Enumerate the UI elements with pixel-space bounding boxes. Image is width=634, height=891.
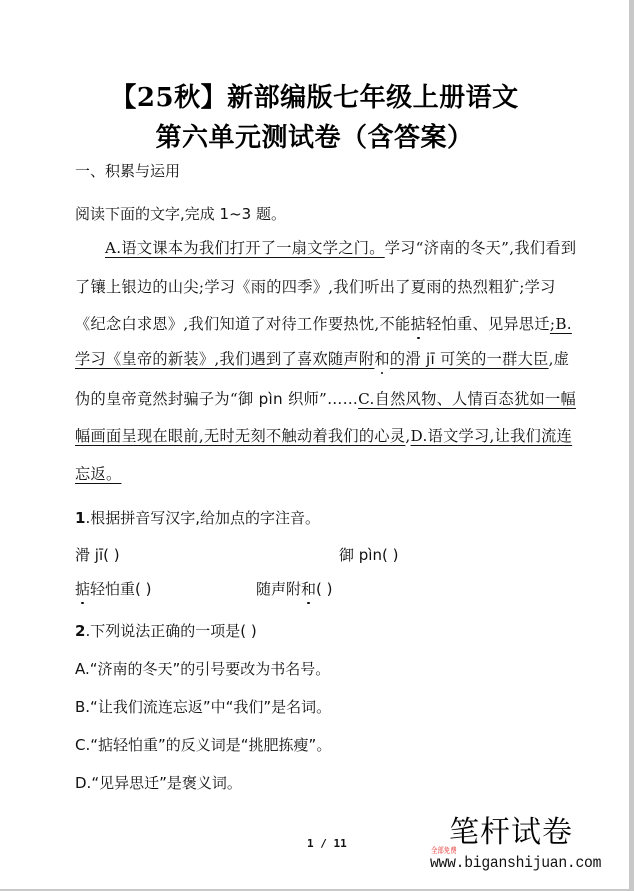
question-1 bbox=[75, 507, 320, 528]
watermark-free-label: 全部免费 bbox=[431, 846, 457, 855]
passage-sentence-a: A.语文课本为我们打开了一扇文学之门。 bbox=[105, 239, 385, 257]
q2-option-a[interactable]: A.“济南的冬天”的引号要改为书名号。 bbox=[75, 660, 331, 678]
emphasis-dot-char: 和 bbox=[301, 580, 317, 598]
q2-option-c[interactable]: C.“掂轻怕重”的反义词是“挑肥拣瘦”。 bbox=[75, 736, 332, 754]
item-pinyin: jī bbox=[94, 546, 104, 564]
answer-blank[interactable]: ( ) bbox=[103, 546, 120, 564]
page-indicator: 1 / 11 bbox=[307, 837, 347, 850]
passage-sentence-d: 忘返。 bbox=[75, 465, 122, 483]
passage-sentence-b-start: ;B. bbox=[549, 315, 572, 333]
emphasis-dot-char: 掂 bbox=[75, 580, 91, 598]
passage-text: 的滑 bbox=[389, 350, 426, 368]
passage-line-1 bbox=[105, 237, 591, 258]
passage-text: 伪的皇帝竟然封骗子为“御 bbox=[75, 390, 259, 408]
reading-instruction: 阅读下面的文字,完成 1~3 题。 bbox=[75, 205, 286, 223]
q1-item-yu-pin bbox=[339, 544, 398, 565]
passage-line-4 bbox=[75, 348, 570, 369]
passage-sentence-b bbox=[75, 350, 549, 368]
q1-item-sui-sheng-fu-he bbox=[256, 578, 333, 599]
passage-text: 织师”…… bbox=[282, 390, 359, 408]
item-prefix: 御 bbox=[339, 546, 359, 564]
passage-text: 轻怕重、见异思迁 bbox=[426, 315, 550, 333]
answer-blank[interactable]: 轻怕重( ) bbox=[90, 580, 152, 598]
passage-line-6 bbox=[75, 425, 573, 446]
passage-text: , bbox=[405, 427, 411, 445]
answer-blank[interactable]: ( ) bbox=[381, 546, 399, 564]
question-text: .下列说法正确的一项是( ) bbox=[85, 622, 257, 640]
document-title-line-1: 【25秋】新部编版七年级上册语文 bbox=[110, 83, 519, 113]
q2-option-d[interactable]: D.“见异思迁”是褒义词。 bbox=[75, 774, 242, 792]
item-prefix: 随声附 bbox=[256, 580, 302, 598]
passage-line-3 bbox=[75, 313, 572, 334]
passage-text: 了镶上银边的山尖;学习《雨的四季》,我们听出了夏雨的热烈粗犷;学习 bbox=[75, 278, 556, 296]
passage-sentence-c-start: C.自然风物、人情百态犹如一幅 bbox=[358, 390, 576, 408]
passage-sentence-d-start: D.语文学习,让我们流连 bbox=[410, 427, 573, 445]
pinyin-ji: jī bbox=[426, 350, 436, 368]
question-text: .根据拼音写汉字,给加点的字注音。 bbox=[85, 509, 320, 527]
section-heading: 一、积累与运用 bbox=[75, 162, 181, 180]
q1-item-dian-qing-pa-zhong bbox=[75, 578, 152, 599]
question-2 bbox=[75, 620, 257, 641]
passage-text: ,虚 bbox=[548, 350, 570, 368]
passage-text: 学习“济南的冬天”,我们看到 bbox=[384, 239, 577, 257]
watermark-url[interactable]: www.biganshijuan.com bbox=[430, 854, 602, 872]
q1-item-hua-ji bbox=[75, 544, 120, 565]
passage-text: 可笑的一群大臣 bbox=[435, 350, 549, 368]
passage-line-2 bbox=[75, 276, 561, 297]
answer-blank[interactable]: ( ) bbox=[316, 580, 333, 598]
passage-text: 学习《皇帝的新装》,我们遇到了喜欢随声附 bbox=[75, 350, 375, 368]
question-number: 1 bbox=[75, 509, 86, 527]
watermark-title: 笔杆试卷 bbox=[449, 815, 573, 850]
passage-text: 《纪念白求恩》,我们知道了对待工作要热忱,不能 bbox=[75, 315, 411, 333]
pinyin-pin: pìn bbox=[258, 390, 283, 408]
passage-line-5 bbox=[75, 388, 576, 409]
passage-line-7 bbox=[75, 463, 561, 484]
item-prefix: 滑 bbox=[75, 546, 95, 564]
document-title-line-2: 第六单元测试卷（含答案） bbox=[155, 123, 474, 153]
emphasis-dot-char: 和 bbox=[374, 350, 390, 368]
question-number: 2 bbox=[75, 622, 86, 640]
q2-option-b[interactable]: B.“让我们流连忘返”中“我们”是名词。 bbox=[75, 698, 332, 716]
item-pinyin: pìn bbox=[358, 546, 382, 564]
passage-sentence-c: 幅画面呈现在眼前,无时无刻不触动着我们的心灵 bbox=[75, 427, 406, 445]
emphasis-dot-char: 掂 bbox=[410, 315, 426, 333]
